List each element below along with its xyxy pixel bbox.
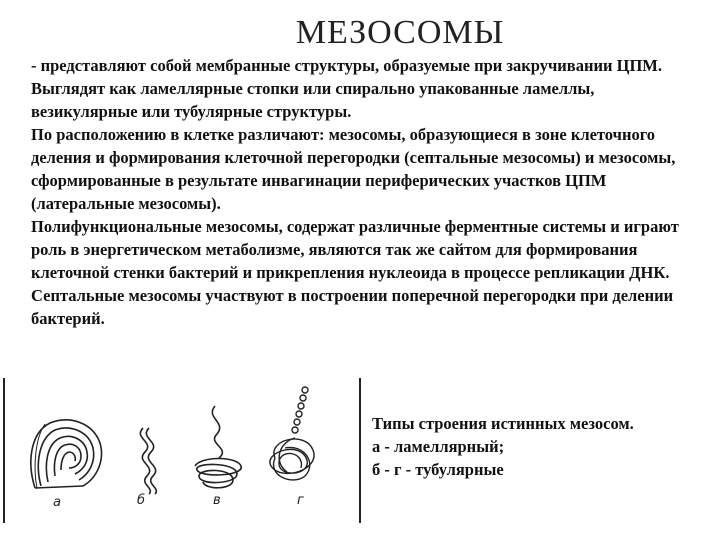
page-title: МЕЗОСОМЫ <box>295 14 505 51</box>
body-text <box>31 54 699 330</box>
lamellar-mesosome-drawing <box>31 420 102 488</box>
caption-line-2: а - ламеллярный; <box>372 437 505 456</box>
paragraph-septal: Септальные мезосомы участвуют в построении поперечной перегородки при делении бактерий. <box>31 286 674 328</box>
mesosome-figure <box>3 378 361 523</box>
figure-caption <box>372 412 712 481</box>
figure-label-a: а <box>53 495 61 510</box>
figure-label-v: в <box>213 493 221 508</box>
paragraph-location: По расположению в клетке различают: мезосомы, образующиеся в зоне клеточного деления и формирования клеточной перегородки (септальные мезосомы) и мезосомы, сформированные в результате инвагинации периферических участков ЦПМ (латеральные мезосомы). <box>31 125 676 213</box>
figure-label-b: б <box>137 493 146 508</box>
mesosome-drawings <box>5 378 363 523</box>
tubular-mesosome-drawing-v <box>195 406 241 488</box>
figure-label-g: г <box>297 493 304 508</box>
caption-line-1: Типы строения истинных мезосом. <box>372 414 634 433</box>
paragraph-definition: - представляют собой мембранные структуры, образуемые при закручивании ЦПМ. Выглядят как ламеллярные стопки или спирально упакованные ламеллы, везикулярные или тубулярные структуры. <box>31 56 662 121</box>
tubular-mesosome-drawing-g <box>270 387 314 480</box>
caption-line-3: б - г - тубулярные <box>372 460 504 479</box>
paragraph-functions: Полифункциональные мезосомы, содержат различные ферментные системы и играют роль в энергетическом метаболизме, являются так же сайтом для формирования клеточной стенки бактерий и прикрепления нуклеоида в процессе репликации ДНК. <box>31 217 679 282</box>
tubular-mesosome-drawing-b <box>140 428 156 494</box>
